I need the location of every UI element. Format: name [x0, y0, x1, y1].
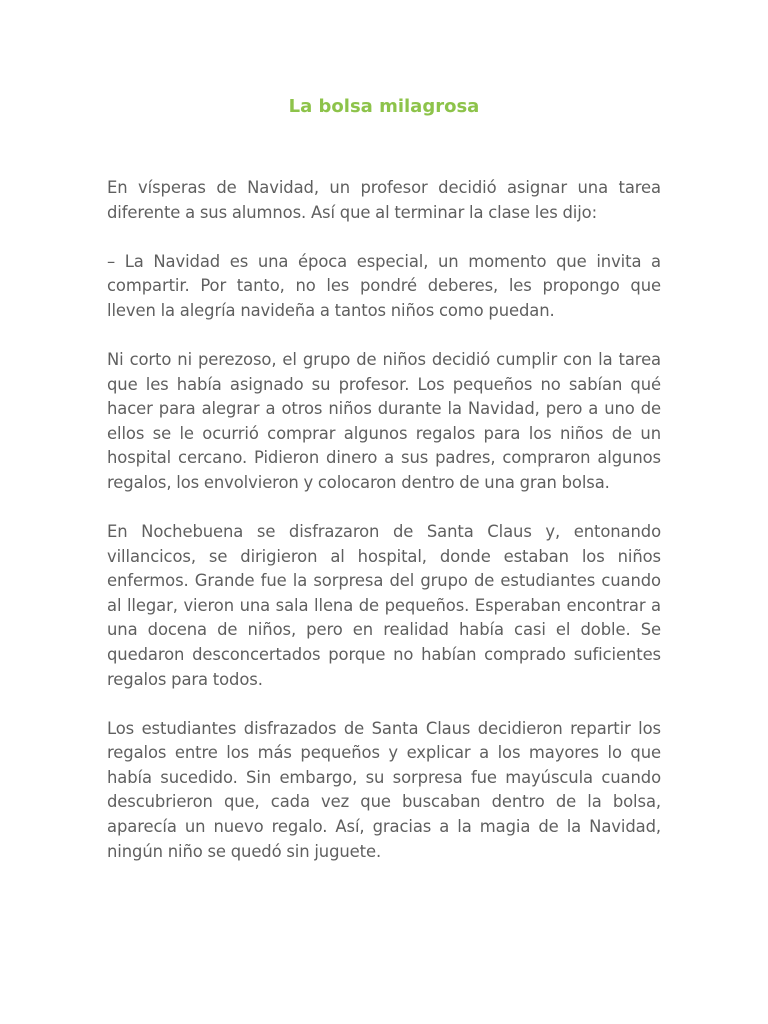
paragraph-1: En vísperas de Navidad, un profesor decidió asignar una tarea diferente a sus alumnos. Así que al terminar la clase les dijo:	[107, 178, 661, 222]
story-body	[107, 176, 661, 889]
paragraph-3: Ni corto ni perezoso, el grupo de niños decidió cumplir con la tarea que les había asignado su profesor. Los pequeños no sabían qué hacer para alegrar a otros niños durante la Navidad, pero a uno de ellos se le ocurrió comprar algunos regalos para los niños de un hospital cercano. Pidieron dinero a sus padres, compraron algunos regalos, los envolvieron y colocaron dentro de una gran bolsa.	[107, 349, 661, 492]
paragraph-5: Los estudiantes disfrazados de Santa Claus decidieron repartir los regalos entre los más pequeños y explicar a los mayores lo que había sucedido. Sin embargo, su sorpresa fue mayúscula cuando descubrieron que, cada vez que buscaban dentro de la bolsa, aparecía un nuevo regalo. Así, gracias a la magia de la Navidad, ningún niño se quedó sin juguete.	[107, 718, 661, 861]
paragraph-4: En Nochebuena se disfrazaron de Santa Claus y, entonando villancicos, se dirigieron al hospital, donde estaban los niños enfermos. Grande fue la sorpresa del grupo de estudiantes cuando al llegar, vieron una sala llena de pequeños. Esperaban encontrar a una docena de niños, pero en realidad había casi el doble. Se quedaron desconcertados porque no habían comprado suficientes regalos para todos.	[107, 522, 661, 689]
page-title: La bolsa milagrosa	[288, 96, 480, 117]
paragraph-2: – La Navidad es una época especial, un momento que invita a compartir. Por tanto, no les pondré deberes, les propongo que lleven la alegría navideña a tantos niños como puedan.	[107, 251, 661, 320]
